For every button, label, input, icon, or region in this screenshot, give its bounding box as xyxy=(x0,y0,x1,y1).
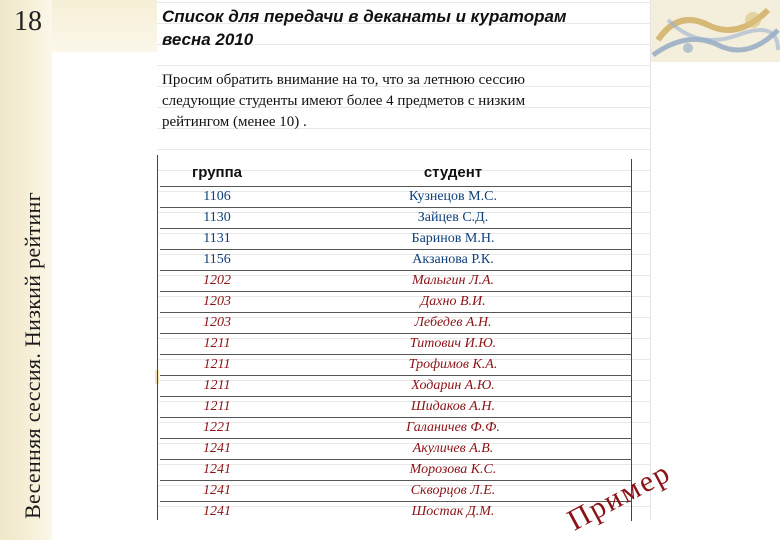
student-cell: Галаничев Ф.Ф. xyxy=(274,418,632,439)
slide-title-vertical: Весенняя сессия. Низкий рейтинг xyxy=(20,192,45,519)
group-cell: 1203 xyxy=(160,292,274,313)
group-cell: 1221 xyxy=(160,418,274,439)
table-row xyxy=(160,250,632,271)
slide-number: 18 xyxy=(14,6,42,37)
sheet-header xyxy=(162,5,567,51)
table-row xyxy=(160,313,632,334)
table-row xyxy=(160,439,632,460)
example-watermark: Пример xyxy=(562,455,677,538)
notice-line-2: следующие студенты имеют более 4 предметов с низким xyxy=(162,93,526,109)
sheet-header-line-2: весна 2010 xyxy=(162,30,254,49)
table-row xyxy=(160,292,632,313)
group-cell: 1211 xyxy=(160,334,274,355)
table-row xyxy=(160,502,632,523)
table-row xyxy=(160,418,632,439)
group-cell: 1211 xyxy=(160,355,274,376)
table-row xyxy=(160,187,632,208)
group-cell: 1241 xyxy=(160,460,274,481)
table-row xyxy=(160,397,632,418)
student-cell: Акзанова Р.К. xyxy=(274,250,632,271)
student-cell: Трофимов К.А. xyxy=(274,355,632,376)
table-row xyxy=(160,355,632,376)
student-cell: Зайцев С.Д. xyxy=(274,208,632,229)
group-cell: 1211 xyxy=(160,397,274,418)
table-row xyxy=(160,376,632,397)
table-row xyxy=(160,271,632,292)
notice-text xyxy=(162,70,622,133)
decorative-corner-image xyxy=(648,0,780,62)
student-cell: Малыгин Л.А. xyxy=(274,271,632,292)
table-row xyxy=(160,334,632,355)
group-cell: 1211 xyxy=(160,376,274,397)
table-header-row xyxy=(160,159,632,187)
group-cell: 1130 xyxy=(160,208,274,229)
students-table xyxy=(160,159,632,522)
student-cell: Скворцов Л.Е. xyxy=(274,481,632,502)
group-cell: 1241 xyxy=(160,439,274,460)
table-left-border xyxy=(157,155,158,520)
student-cell: Морозова К.С. xyxy=(274,460,632,481)
table-row xyxy=(160,460,632,481)
column-header-student: студент xyxy=(274,159,632,187)
student-cell: Акуличев А.В. xyxy=(274,439,632,460)
group-cell: 1156 xyxy=(160,250,274,271)
student-cell: Кузнецов М.С. xyxy=(274,187,632,208)
group-cell: 1106 xyxy=(160,187,274,208)
student-cell: Ходарин А.Ю. xyxy=(274,376,632,397)
sheet-header-line-1: Список для передачи в деканаты и кураторам xyxy=(162,7,567,26)
table-row xyxy=(160,208,632,229)
table-row xyxy=(160,481,632,502)
student-cell: Лебедев А.Н. xyxy=(274,313,632,334)
group-cell: 1131 xyxy=(160,229,274,250)
student-cell: Шостак Д.М. xyxy=(411,504,495,519)
group-cell: 1241 xyxy=(160,481,274,502)
student-cell: Титович И.Ю. xyxy=(274,334,632,355)
group-cell: 1202 xyxy=(160,271,274,292)
group-cell: 1241 xyxy=(203,504,231,519)
column-header-group: группа xyxy=(160,159,274,187)
notice-line-3: рейтингом (менее 10) . xyxy=(162,114,307,130)
student-cell: Шидаков А.Н. xyxy=(274,397,632,418)
student-cell: Дахно В.И. xyxy=(274,292,632,313)
table-row xyxy=(160,229,632,250)
group-cell: 1203 xyxy=(160,313,274,334)
notice-line-1: Просим обратить внимание на то, что за летнюю сессию xyxy=(162,72,525,88)
student-cell: Баринов М.Н. xyxy=(274,229,632,250)
